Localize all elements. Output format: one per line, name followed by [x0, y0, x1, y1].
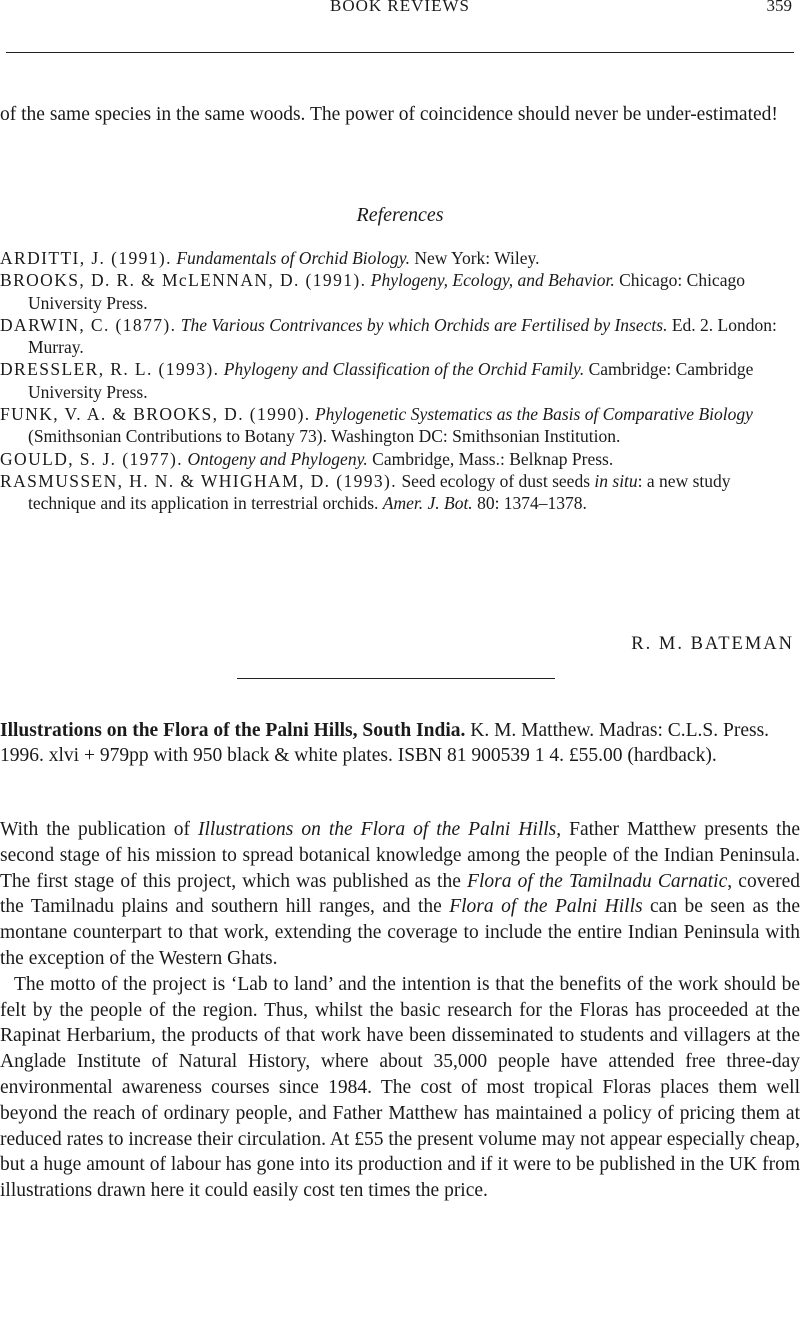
book-title: Illustrations on the Flora of the Palni Hills, South India.	[0, 720, 466, 741]
references-heading: References	[356, 204, 444, 226]
book-details: K. M. Matthew. Madras: C.L.S. Press. 1996. xlvi + 979pp with 950 black & white plates. ISBN 81 900539 1 4. £55.00 (hardback).	[0, 720, 770, 766]
section-divider	[237, 678, 555, 679]
running-head: BOOK REVIEWS	[330, 0, 470, 15]
reviewer-signature: R. M. BATEMAN	[631, 634, 794, 654]
reference-item: DARWIN, C. (1877). The Various Contrivances by which Orchids are Fertilised by Insects. Ed. 2. London: Murray.	[0, 314, 777, 358]
references-list	[0, 247, 800, 515]
reference-item: DRESSLER, R. L. (1993). Phylogeny and Classification of the Orchid Family. Cambridge: Cambridge University Press.	[0, 359, 754, 402]
page-number: 359	[766, 0, 792, 15]
review-paragraph: The motto of the project is ‘Lab to land’ and the intention is that the benefits of the work should be felt by the people of the region. Thus, whilst the basic research for the Floras has proceeded at the Rapinat Herbarium, the products of that work have been disseminated to students and villagers at the Anglade Institute of Natural History, where about 35,000 people have attended free three-day environmental awareness courses since 1984. The cost of most tropical Floras places them well beyond the reach of ordinary people, and Father Matthew has maintained a policy of pricing them at reduced rates to increase their circulation. At £55 the present volume may not appear especially cheap, but a huge amount of labour has gone into its production and if it were to be published in the UK from illustrations drawn here it could easily cost ten times the price.	[0, 973, 800, 1202]
intro-paragraph: of the same species in the same woods. The power of coincidence should never be under-estimated!	[0, 104, 778, 125]
reference-item: ARDITTI, J. (1991). Fundamentals of Orchid Biology. New York: Wiley.	[0, 248, 540, 268]
review-body	[0, 817, 800, 1204]
reference-item: FUNK, V. A. & BROOKS, D. (1990). Phylogenetic Systematics as the Basis of Comparative Biology (Smithsonian Contributions to Botany 73). Washington DC: Smithsonian Institution.	[0, 404, 753, 447]
header-rule	[6, 52, 794, 53]
review-heading	[0, 718, 800, 768]
page-header	[0, 0, 800, 20]
review-paragraph: With the publication of Illustrations on the Flora of the Palni Hills, Father Matthew presents the second stage of his mission to spread botanical knowledge among the people of the Indian Peninsula. The first stage of this project, which was published as the Flora of the Tamilnadu Carnatic, covered the Tamilnadu plains and southern hill ranges, and the Flora of the Palni Hills can be seen as the montane counterpart to that work, extending the coverage to include the entire Indian Peninsula with the exception of the Western Ghats.	[0, 819, 800, 969]
reference-item: RASMUSSEN, H. N. & WHIGHAM, D. (1993). Seed ecology of dust seeds in situ: a new study technique and its application in terrestrial orchids. Amer. J. Bot. 80: 1374–1378.	[0, 470, 731, 514]
reference-item: BROOKS, D. R. & McLENNAN, D. (1991). Phylogeny, Ecology, and Behavior. Chicago: Chicago University Press.	[0, 270, 745, 313]
reference-item: GOULD, S. J. (1977). Ontogeny and Phylogeny. Cambridge, Mass.: Belknap Press.	[0, 448, 614, 469]
